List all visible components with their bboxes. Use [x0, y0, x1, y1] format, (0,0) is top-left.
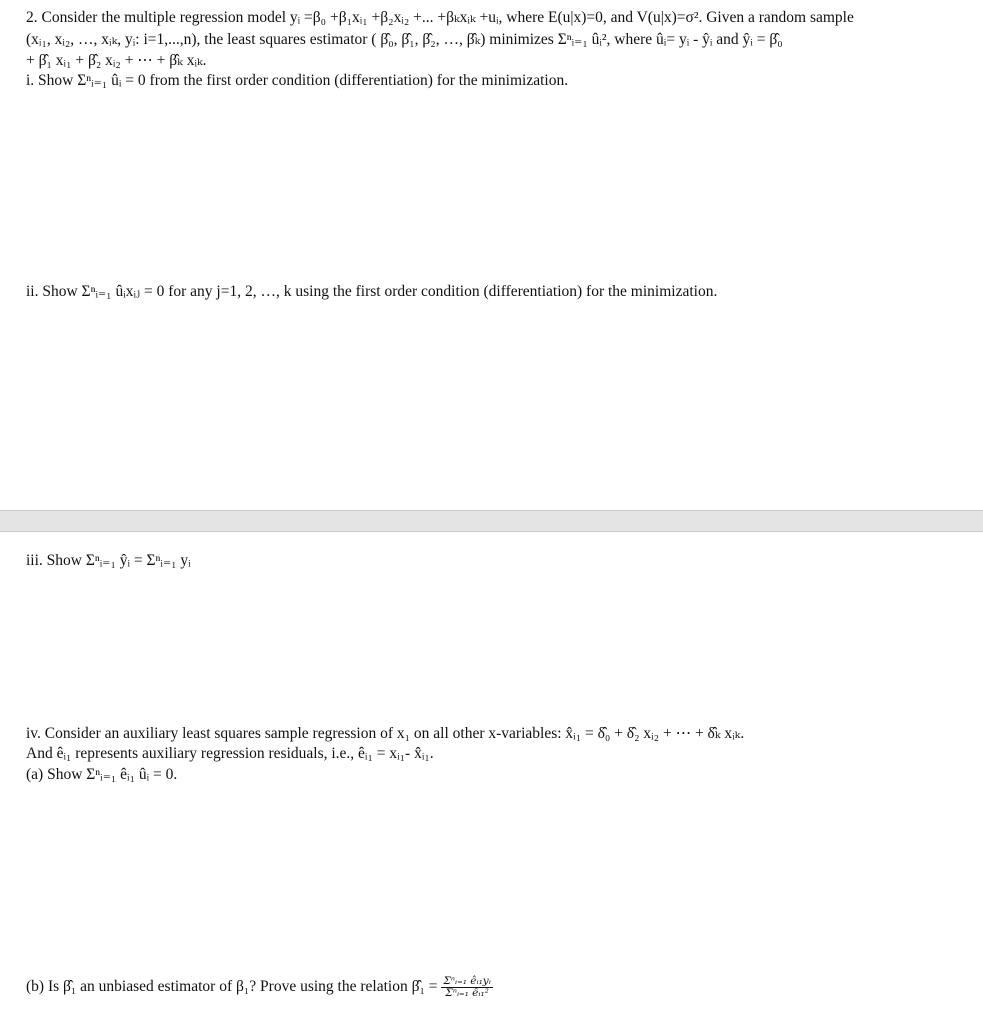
- part-iv-line-1: iv. Consider an auxiliary least squares sample regression of x₁ on all other x-variables: x̂ᵢ₁ = δ̂₀ + δ̂₂ xᵢ₂ + ⋯ + δ̂ₖ xᵢₖ.: [26, 725, 745, 742]
- part-i-text: i. Show Σⁿᵢ₌₁ ûᵢ = 0 from the first order condition (differentiation) for the minimization.: [26, 72, 569, 89]
- part-ii-text: ii. Show Σⁿᵢ₌₁ ûᵢxᵢⱼ = 0 for any j=1, 2, …, k using the first order condition (differentiation) for the minimization.: [26, 283, 718, 300]
- relation-numerator: Σⁿᵢ₌₁ êᵢ₁yᵢ: [443, 975, 491, 987]
- part-iv-b-line: [26, 976, 493, 999]
- part-iv-b-text: (b) Is β̂₁ an unbiased estimator of β₁? Prove using the relation β̂₁ =: [26, 978, 438, 996]
- part-iv-a-text: (a) Show Σⁿᵢ₌₁ êᵢ₁ ûᵢ = 0.: [26, 766, 178, 783]
- part-iii-text: iii. Show Σⁿᵢ₌₁ ŷᵢ = Σⁿᵢ₌₁ yᵢ: [26, 552, 191, 569]
- page-divider: [0, 510, 983, 532]
- relation-fraction: [441, 976, 492, 999]
- question-intro-line-2: (xᵢ₁, xᵢ₂, …, xᵢₖ, yᵢ: i=1,...,n), the least squares estimator ( β̂₀, β̂₁, β̂₂, …, β̂ₖ) minimizes Σⁿᵢ₌₁ ûᵢ², where ûᵢ= yᵢ - ŷᵢ and ŷᵢ = β̂₀: [26, 31, 783, 48]
- question-intro-line-3: + β̂₁ xᵢ₁ + β̂₂ xᵢ₂ + ⋯ + β̂ₖ xᵢₖ.: [26, 52, 207, 69]
- question-intro-line-1: 2. Consider the multiple regression model yᵢ =β₀ +β₁xᵢ₁ +β₂xᵢ₂ +... +βₖxᵢₖ +uᵢ, where E(u|x)=0, and V(u|x)=σ². Given a random sample: [26, 9, 854, 26]
- relation-denominator: Σⁿᵢ₌₁ êᵢ₁²: [445, 987, 489, 999]
- part-iv-line-2: And êᵢ₁ represents auxiliary regression residuals, i.e., êᵢ₁ = xᵢ₁- x̂ᵢ₁.: [26, 745, 434, 762]
